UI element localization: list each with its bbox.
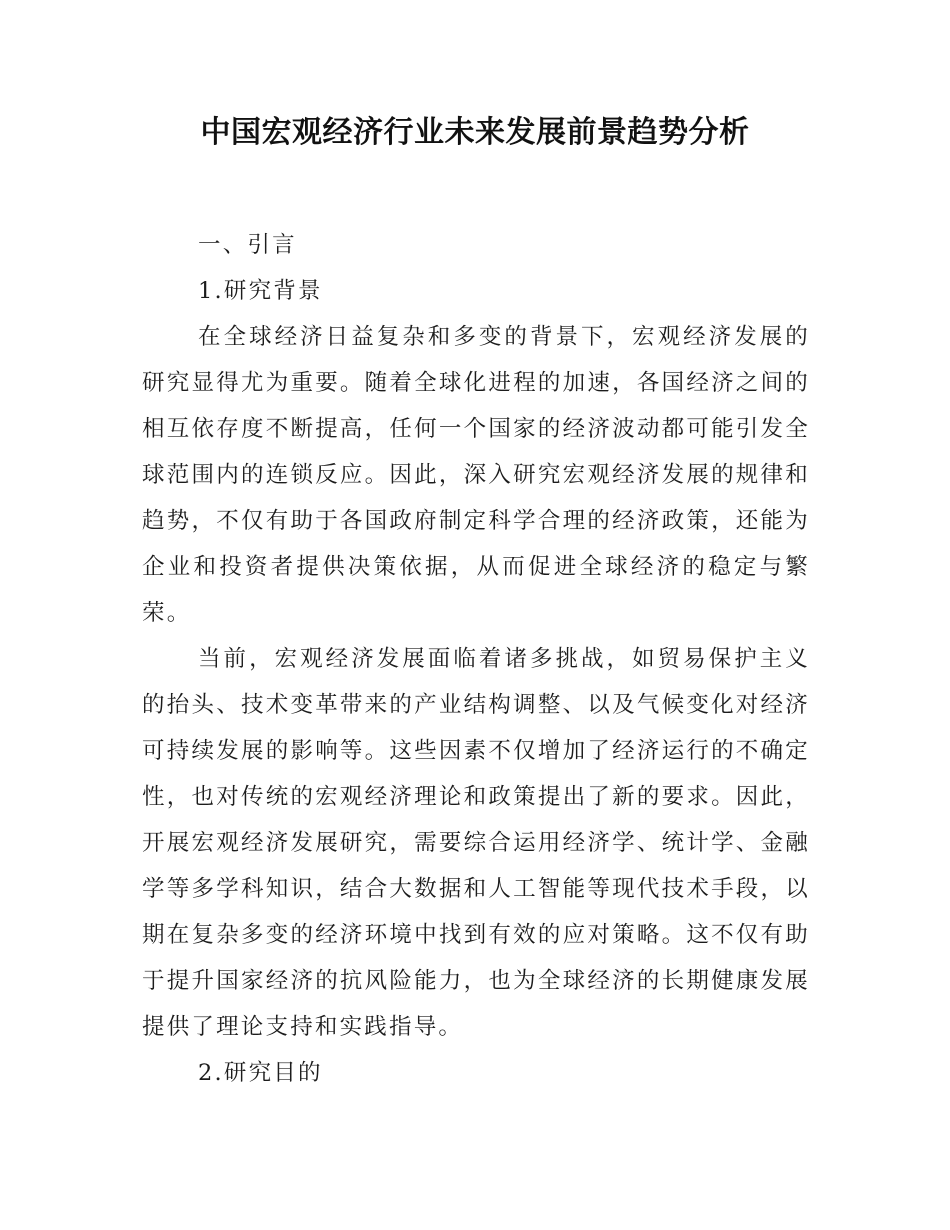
document-body (142, 222, 810, 1096)
subsection-heading-research-purpose: 2.研究目的 (198, 1060, 323, 1086)
document-title: 中国宏观经济行业未来发展前景趋势分析 (200, 115, 750, 150)
subsection-heading-research-background: 1.研究背景 (198, 278, 323, 304)
section-heading-introduction: 一、引言 (198, 232, 297, 258)
paragraph: 在全球经济日益复杂和多变的背景下，宏观经济发展的研究显得尤为重要。随着全球化进程的加速，各国经济之间的相互依存度不断提高，任何一个国家的经济波动都可能引发全球范围内的连锁反应。因此，深入研究宏观经济发展的规律和趋势，不仅有助于各国政府制定科学合理的经济政策，还能为企业和投资者提供决策依据，从而促进全球经济的稳定与繁荣。 (142, 324, 810, 626)
paragraph: 当前，宏观经济发展面临着诸多挑战，如贸易保护主义的抬头、技术变革带来的产业结构调整、以及气候变化对经济可持续发展的影响等。这些因素不仅增加了经济运行的不确定性，也对传统的宏观经济理论和政策提出了新的要求。因此，开展宏观经济发展研究，需要综合运用经济学、统计学、金融学等多学科知识，结合大数据和人工智能等现代技术手段，以期在复杂多变的经济环境中找到有效的应对策略。这不仅有助于提升国家经济的抗风险能力，也为全球经济的长期健康发展提供了理论支持和实践指导。 (142, 646, 810, 1040)
